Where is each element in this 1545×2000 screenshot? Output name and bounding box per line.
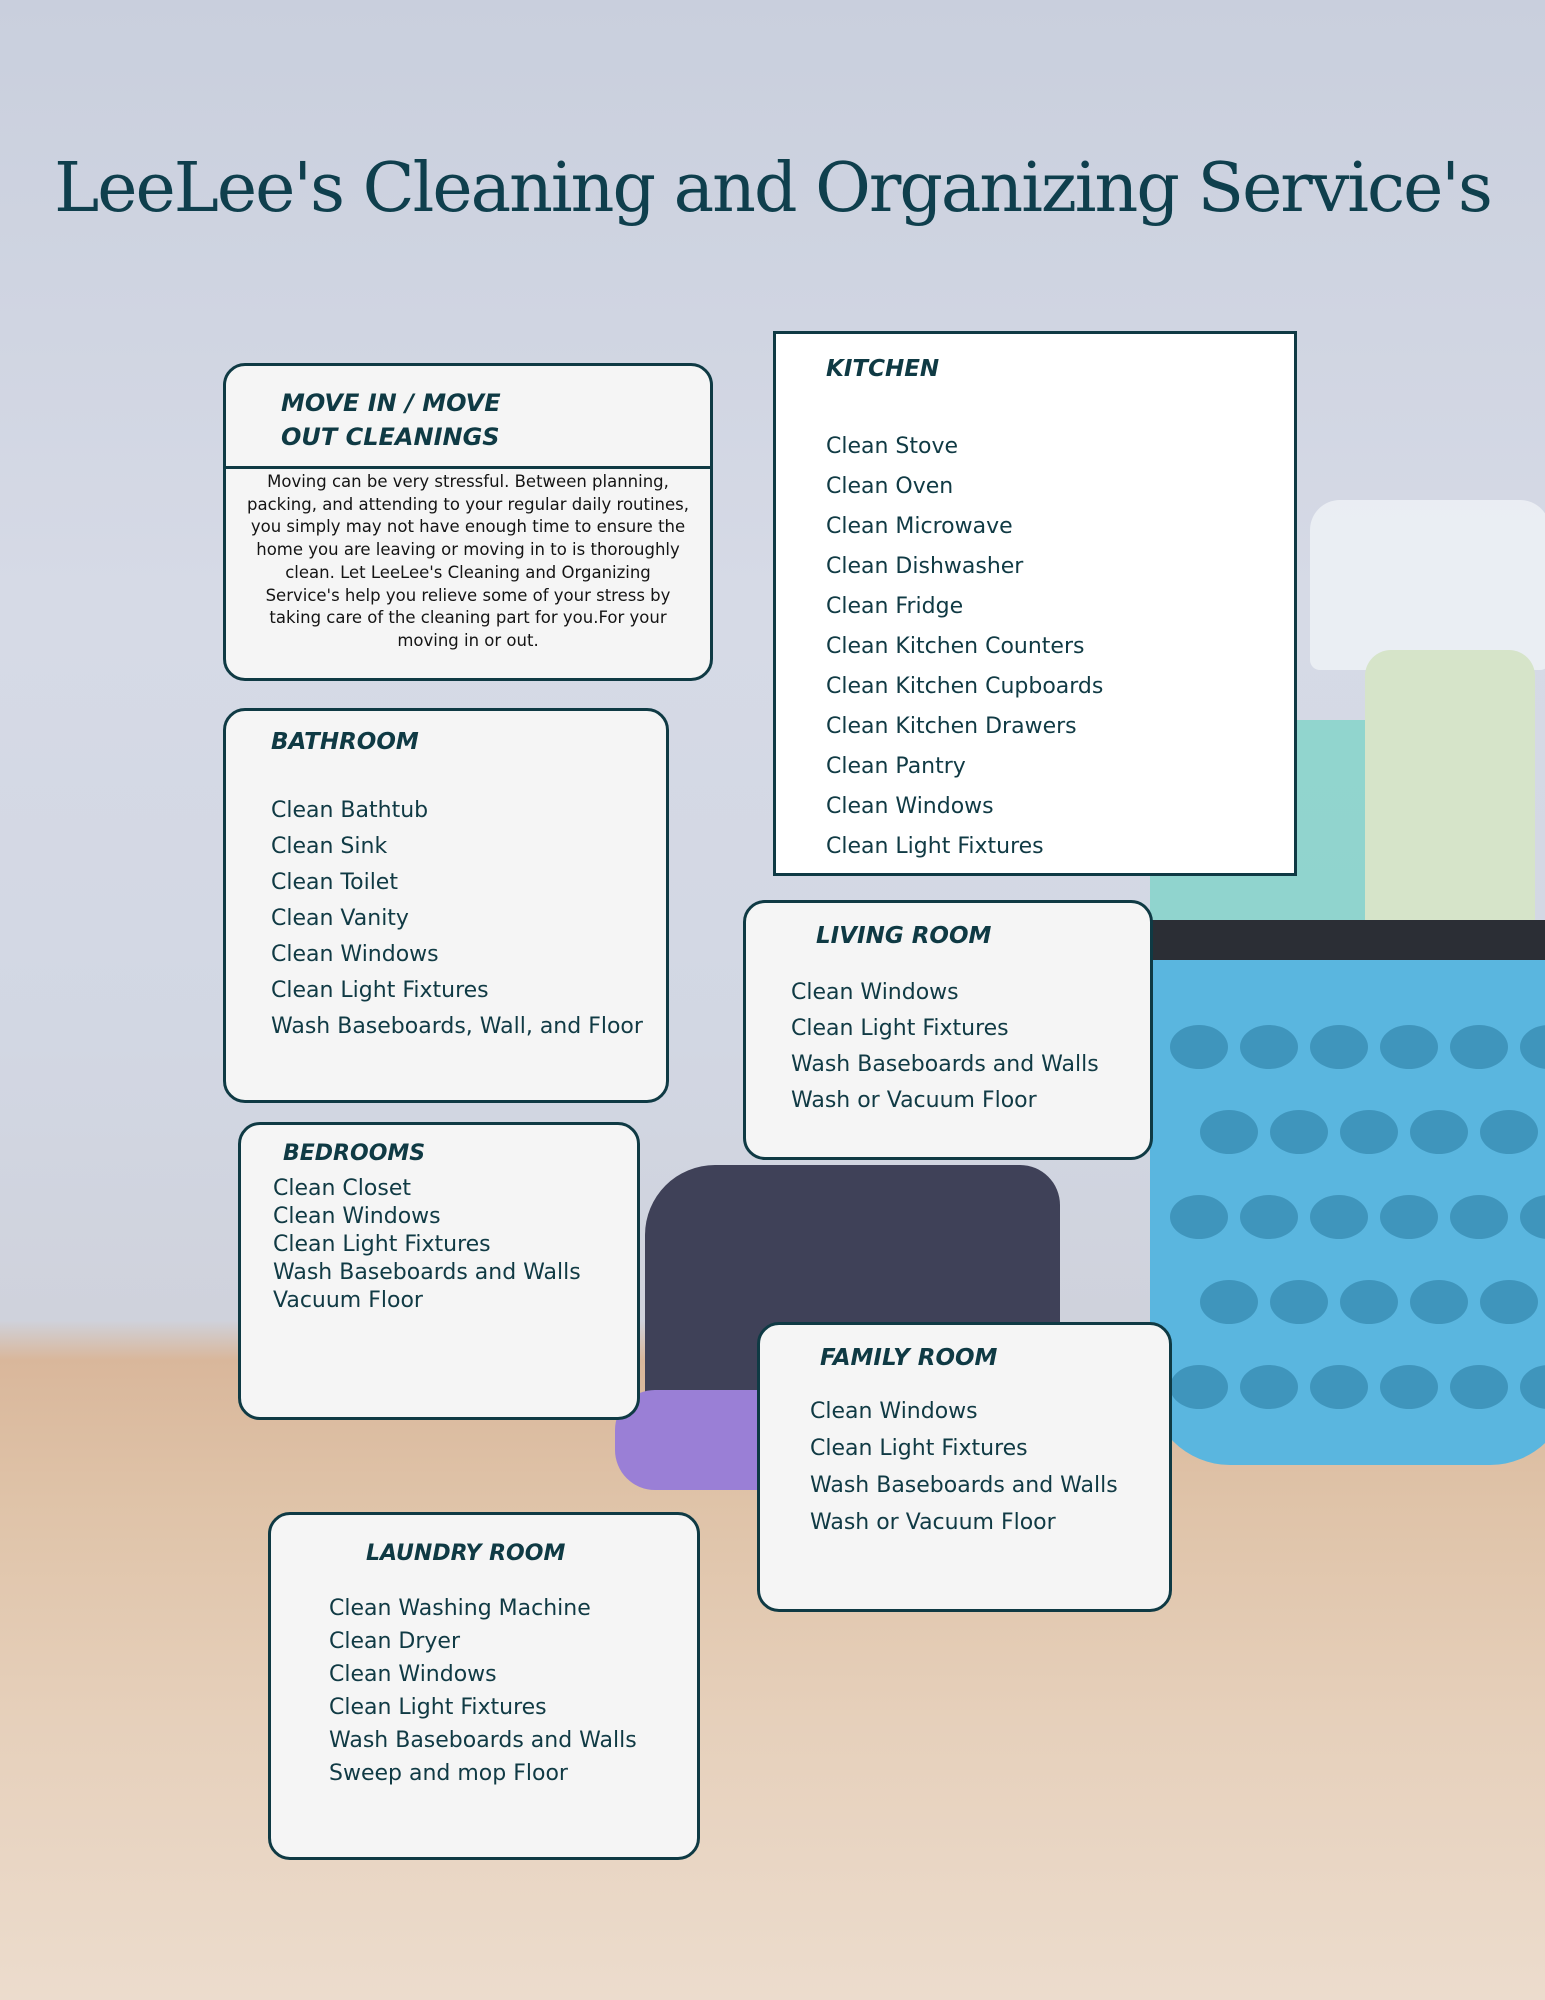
basket-hole-shape	[1450, 1195, 1508, 1239]
basket-hole-shape	[1410, 1280, 1468, 1324]
list-item: Clean Stove	[826, 434, 959, 459]
move-in-description: Moving can be very stressful. Between planning, packing, and attending to your regular daily routines, you simply may not have enough time to ensure the home you are leaving or moving in to is thoroughly clean. Let LeeLee's Cleaning and Organizing Service's help you relieve some of your stress by taking care of the cleaning part for you.For your moving in or out.	[246, 472, 690, 650]
basket-hole-shape	[1520, 1195, 1545, 1239]
basket-hole-shape	[1310, 1195, 1368, 1239]
list-item: Clean Pantry	[826, 754, 966, 779]
list-item: Clean Dishwasher	[826, 554, 1024, 579]
living-room-list	[791, 975, 1099, 1119]
living-room-heading: LIVING ROOM	[816, 923, 992, 949]
family-room-list	[810, 1393, 1118, 1541]
list-item: Clean Toilet	[271, 870, 398, 895]
basket-image	[1150, 935, 1545, 1465]
kitchen-list	[826, 427, 1103, 867]
basket-hole-shape	[1240, 1195, 1298, 1239]
basket-hole-shape	[1240, 1025, 1298, 1069]
bedrooms-list	[273, 1175, 581, 1315]
list-item: Clean Light Fixtures	[826, 834, 1044, 859]
list-item: Clean Windows	[271, 942, 439, 967]
list-item: Clean Kitchen Drawers	[826, 714, 1077, 739]
basket-rim-image	[1135, 920, 1545, 960]
basket-hole-shape	[1380, 1195, 1438, 1239]
list-item: Wash Baseboards, Wall, and Floor	[271, 1014, 643, 1039]
kitchen-card	[773, 331, 1297, 876]
basket-hole-shape	[1240, 1365, 1298, 1409]
move-in-heading-line1: MOVE IN / MOVE	[281, 389, 501, 417]
list-item: Wash Baseboards and Walls	[329, 1728, 637, 1753]
kitchen-heading: KITCHEN	[826, 356, 940, 382]
basket-hole-shape	[1310, 1025, 1368, 1069]
list-item: Clean Bathtub	[271, 798, 429, 823]
basket-hole-shape	[1480, 1280, 1538, 1324]
list-item: Clean Oven	[826, 474, 954, 499]
list-item: Clean Vanity	[271, 906, 409, 931]
basket-hole-shape	[1200, 1110, 1258, 1154]
list-item: Wash or Vacuum Floor	[810, 1510, 1056, 1535]
basket-hole-shape	[1520, 1365, 1545, 1409]
basket-hole-shape	[1410, 1110, 1468, 1154]
list-item: Clean Sink	[271, 834, 388, 859]
list-item: Clean Kitchen Counters	[826, 634, 1085, 659]
list-item: Clean Washing Machine	[329, 1596, 591, 1621]
list-item: Clean Windows	[791, 980, 959, 1005]
list-item: Wash Baseboards and Walls	[810, 1473, 1118, 1498]
basket-hole-shape	[1380, 1025, 1438, 1069]
basket-hole-shape	[1480, 1110, 1538, 1154]
living-room-card	[743, 900, 1153, 1160]
basket-hole-shape	[1270, 1280, 1328, 1324]
laundry-room-list	[329, 1592, 637, 1790]
list-item: Clean Kitchen Cupboards	[826, 674, 1104, 699]
move-in-heading-line2: OUT CLEANINGS	[281, 423, 500, 451]
basket-hole-shape	[1450, 1025, 1508, 1069]
basket-hole-shape	[1340, 1110, 1398, 1154]
basket-hole-shape	[1200, 1280, 1258, 1324]
list-item: Clean Windows	[329, 1662, 497, 1687]
list-item: Clean Light Fixtures	[810, 1436, 1028, 1461]
spray-trigger-image	[1310, 500, 1545, 670]
bathroom-list	[271, 793, 643, 1045]
list-item: Clean Closet	[273, 1176, 411, 1201]
list-item: Clean Dryer	[329, 1629, 461, 1654]
list-item: Clean Windows	[810, 1399, 978, 1424]
list-item: Wash Baseboards and Walls	[273, 1260, 581, 1285]
list-item: Clean Windows	[826, 794, 994, 819]
list-item: Clean Windows	[273, 1204, 441, 1229]
move-in-heading	[281, 386, 501, 454]
list-item: Clean Microwave	[826, 514, 1013, 539]
bedrooms-heading: BEDROOMS	[283, 1141, 426, 1166]
basket-hole-shape	[1170, 1365, 1228, 1409]
list-item: Wash or Vacuum Floor	[791, 1088, 1037, 1113]
basket-hole-shape	[1450, 1365, 1508, 1409]
basket-hole-shape	[1310, 1365, 1368, 1409]
bedrooms-card	[238, 1122, 640, 1420]
bathroom-heading: BATHROOM	[271, 729, 419, 755]
basket-hole-shape	[1170, 1025, 1228, 1069]
list-item: Clean Fridge	[826, 594, 964, 619]
family-room-heading: FAMILY ROOM	[820, 1345, 998, 1371]
list-item: Clean Light Fixtures	[329, 1695, 547, 1720]
spray-bottle-image	[1365, 650, 1535, 940]
basket-hole-shape	[1270, 1110, 1328, 1154]
laundry-room-heading: LAUNDRY ROOM	[366, 1541, 566, 1566]
bathroom-card	[223, 708, 669, 1103]
basket-hole-shape	[1340, 1280, 1398, 1324]
divider	[226, 466, 710, 469]
list-item: Sweep and mop Floor	[329, 1761, 568, 1786]
list-item: Wash Baseboards and Walls	[791, 1052, 1099, 1077]
list-item: Clean Light Fixtures	[271, 978, 489, 1003]
list-item: Vacuum Floor	[273, 1288, 423, 1313]
move-in-card	[223, 363, 713, 681]
basket-hole-shape	[1170, 1195, 1228, 1239]
list-item: Clean Light Fixtures	[273, 1232, 491, 1257]
basket-hole-shape	[1380, 1365, 1438, 1409]
laundry-room-card	[268, 1512, 700, 1860]
family-room-card	[757, 1322, 1172, 1612]
list-item: Clean Light Fixtures	[791, 1016, 1009, 1041]
page-title: LeeLee's Cleaning and Organizing Service's	[54, 149, 1491, 228]
basket-hole-shape	[1520, 1025, 1545, 1069]
